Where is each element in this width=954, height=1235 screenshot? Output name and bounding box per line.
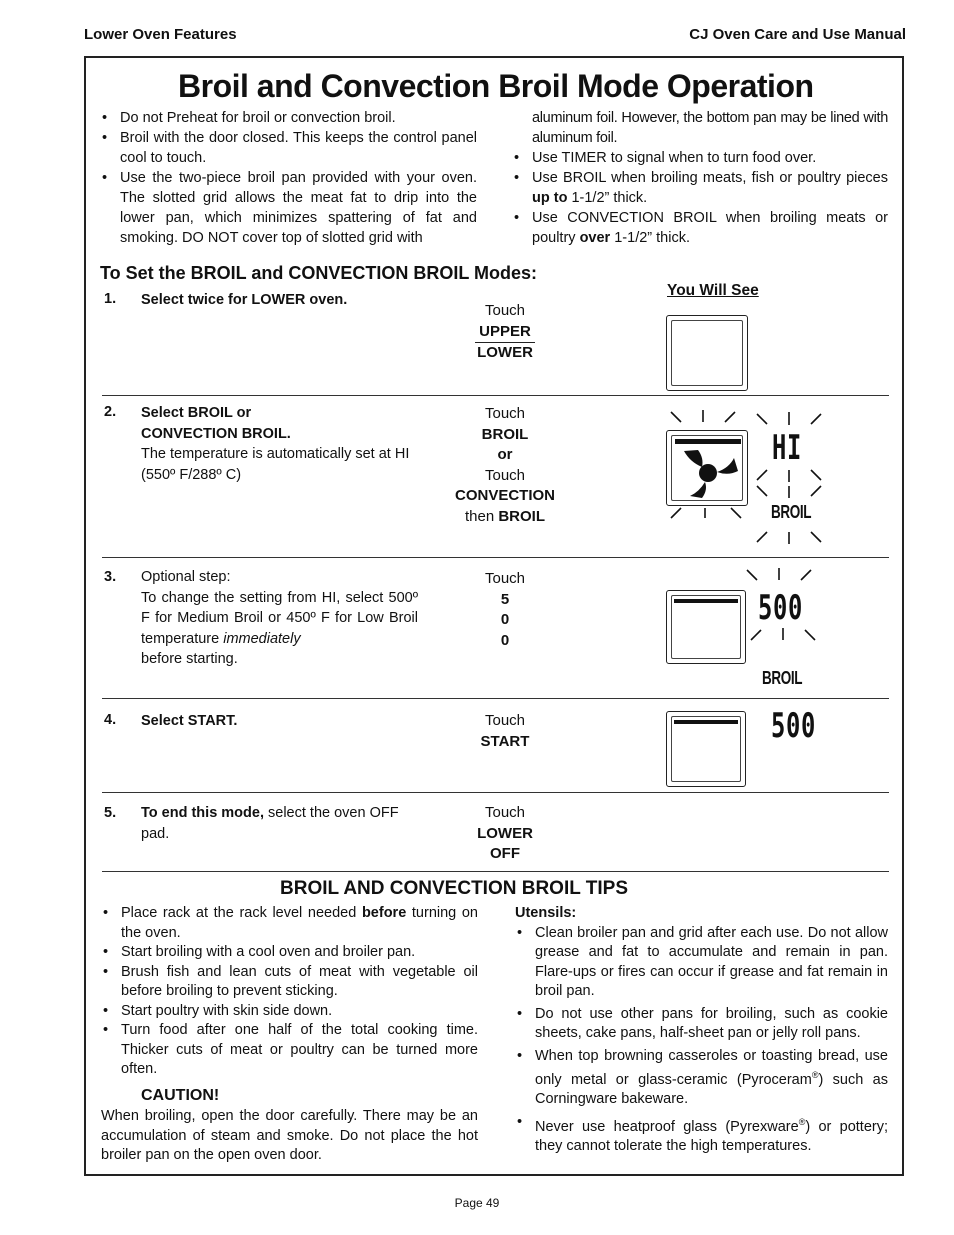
step-instruction: Select twice for LOWER oven.: [141, 292, 348, 308]
off-key[interactable]: OFF: [490, 845, 520, 862]
intro-right-column: [512, 108, 888, 248]
digit-0-key[interactable]: 0: [500, 611, 510, 628]
broil-key[interactable]: BROIL: [481, 425, 529, 443]
oven-display: [666, 711, 746, 787]
header-manual-title: CJ Oven Care and Use Manual: [689, 26, 906, 43]
intro-bullet: • Use CONVECTION BROIL when broiling meats or poultry over 1-1/2” thick.: [512, 208, 888, 248]
convection-key[interactable]: CONVECTION: [454, 487, 555, 504]
tip-bullet: • Do not use other pans for broiling, such as cookie sheets, cake pans, half-sheet pan or jelly roll pans.: [515, 1005, 888, 1044]
intro-left-column: [100, 108, 477, 248]
touch-keys-step4: Touch START: [480, 712, 530, 750]
tips-left-column: [101, 904, 478, 1166]
tip-bullet: • Place rack at the rack level needed before turning on the oven.: [101, 904, 478, 943]
touch-keys-step2: Touch BROIL or Touch CONVECTION then BROIL: [454, 405, 555, 525]
divider: [102, 792, 889, 793]
step-number: 3.: [104, 569, 117, 585]
digit-5-key[interactable]: 5: [500, 590, 510, 608]
intro-bullet: • Use the two-piece broil pan provided with your oven. The slotted grid allows the meat fat to drip into the lower pan, which minimizes spattering of fat and smoking. DO NOT cover top of slotted grid with: [100, 168, 477, 248]
tip-bullet: • Turn food after one half of the total cooking time. Thicker cuts of meat or poultry can be turned more often.: [101, 1021, 478, 1080]
display-temperature: HI: [772, 428, 803, 468]
intro-bullet: • Use TIMER to signal when to turn food over.: [512, 148, 888, 168]
step-number: 2.: [104, 404, 117, 420]
step-instruction: Select BROIL or CONVECTION BROIL. The temperature is automatically set at HI (550º F/288º C): [141, 405, 410, 483]
tip-bullet: • Start broiling with a cool oven and broiler pan.: [101, 943, 478, 963]
oven-display-blank: [666, 315, 748, 391]
display-temperature: 500: [758, 588, 804, 628]
utensils-heading: Utensils:: [515, 905, 577, 921]
intro-bullet: • Do not Preheat for broil or convection broil.: [100, 108, 477, 128]
lower-key[interactable]: LOWER: [477, 824, 533, 842]
step-number: 1.: [104, 291, 117, 307]
step-instruction: To end this mode, select the oven OFF pad.: [141, 805, 399, 842]
intro-bullet: • Broil with the door closed. This keeps the control panel cool to touch.: [100, 128, 477, 168]
upper-key[interactable]: UPPER: [479, 322, 531, 340]
oven-display: [666, 590, 746, 664]
intro-continued-text: aluminum foil. However, the bottom pan may be lined with aluminum foil.: [532, 110, 888, 146]
divider: [102, 871, 889, 872]
tips-right-column: [515, 904, 888, 1157]
step-instruction: Select START.: [141, 713, 238, 729]
touch-keys-step5: Touch LOWER OFF: [477, 804, 533, 862]
divider: [102, 698, 889, 699]
page-number: Page 49: [454, 1196, 500, 1210]
display-mode-label: BROIL: [762, 668, 803, 688]
tips-heading: BROIL AND CONVECTION BROIL TIPS: [280, 878, 629, 899]
start-key[interactable]: START: [480, 732, 530, 750]
step-instruction: Optional step: To change the setting from HI, select 500º F for Medium Broil or 450º F for Low Broil temperature immediately before starting.: [141, 569, 418, 667]
blink-rays-icon: [665, 408, 835, 548]
tip-bullet: • Start poultry with skin side down.: [101, 1002, 478, 1022]
tip-bullet: • When top browning casseroles or toasting bread, use only metal or glass-ceramic (Pyroceram®) such as Corningware bakeware.: [515, 1047, 888, 1110]
lower-key[interactable]: LOWER: [477, 344, 533, 361]
intro-bullet: • Use BROIL when broiling meats, fish or poultry pieces up to 1-1/2” thick.: [512, 168, 888, 208]
display-temperature: 500: [771, 706, 817, 746]
tip-bullet: • Clean broiler pan and grid after each use. Do not allow grease and fat to accumulate and remain in pan. Flare-ups or fires can occur if grease and fat remain in broil pan.: [515, 924, 888, 1002]
display-mode-label: BROIL: [771, 502, 812, 522]
header-section-title: Lower Oven Features: [84, 26, 237, 43]
step-number: 4.: [104, 712, 117, 728]
digit-0-key[interactable]: 0: [500, 631, 510, 649]
touch-keys-step3: Touch 5 0 0: [484, 570, 526, 649]
touch-keys-step1: Touch UPPER LOWER: [477, 302, 533, 361]
modes-heading: To Set the BROIL and CONVECTION BROIL Modes:: [100, 263, 538, 283]
step-number: 5.: [104, 805, 117, 821]
divider: [102, 557, 889, 558]
tip-bullet: • Never use heatproof glass (Pyrexware®) or pottery; they cannot tolerate the high temperatures.: [515, 1113, 888, 1157]
caution-title: CAUTION!: [141, 1086, 220, 1104]
page-title: Broil and Convection Broil Mode Operation: [178, 68, 814, 104]
divider: [102, 395, 889, 396]
you-will-see-label: You Will See: [667, 282, 759, 299]
caution-text: When broiling, open the door carefully. There may be an accumulation of steam and smoke. Do not place the hot broiler pan on the open oven door.: [101, 1108, 478, 1163]
tip-bullet: • Brush fish and lean cuts of meat with vegetable oil before broiling to prevent sticking.: [101, 963, 478, 1002]
